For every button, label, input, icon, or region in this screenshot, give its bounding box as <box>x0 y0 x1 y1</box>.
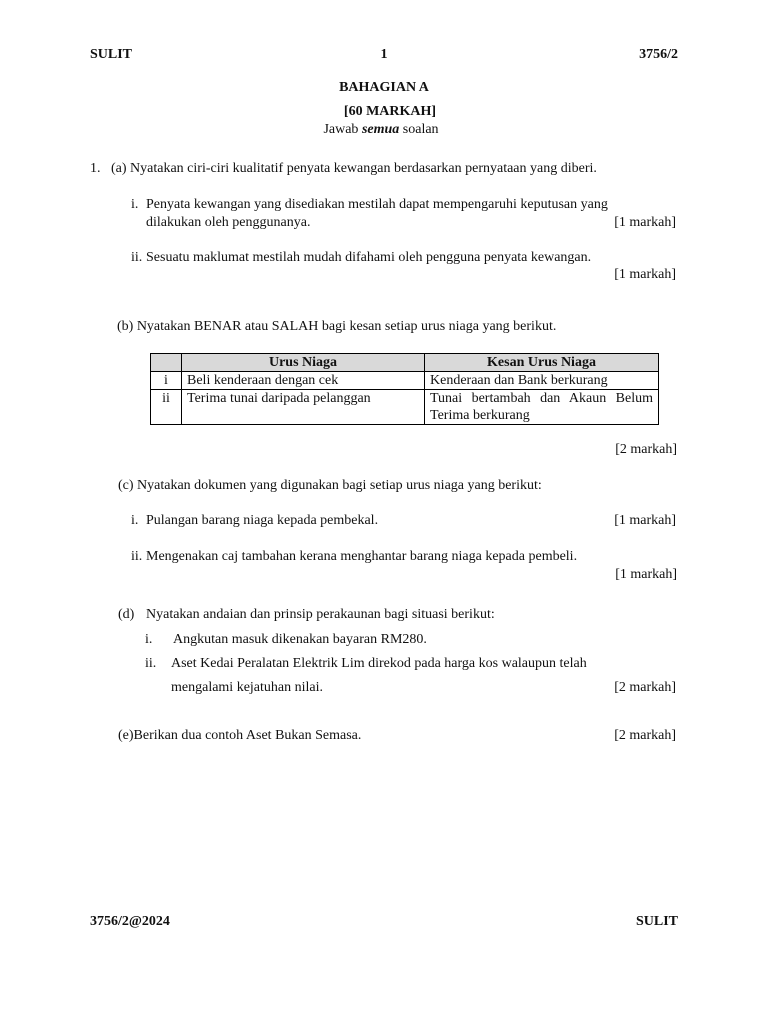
footer-classification: SULIT <box>635 914 678 929</box>
item-number: i. <box>145 632 153 647</box>
item-text: dilakukan oleh penggunanya. <box>146 215 311 230</box>
transaction-table <box>150 353 659 425</box>
footer-paper-code: 3756/2@2024 <box>90 914 170 929</box>
table-header: Urus Niaga <box>182 354 425 372</box>
marks-label: [2 markah] <box>615 442 677 457</box>
table-cell: Tunai bertambah dan Akaun Belum Terima berkurang <box>425 390 659 425</box>
item-text: Sesuatu maklumat mestilah mudah difahami oleh pengguna penyata kewangan. <box>146 250 592 265</box>
question-1a-text: (a) Nyatakan ciri-ciri kualitatif penyata kewangan berdasarkan pernyataan yang diberi. <box>111 161 597 176</box>
question-1b-text: (b) Nyatakan BENAR atau SALAH bagi kesan setiap urus niaga yang berikut. <box>117 319 557 334</box>
item-text: Angkutan masuk dikenakan bayaran RM280. <box>173 632 427 647</box>
table-header-row <box>151 354 659 372</box>
question-number: 1. <box>90 161 101 176</box>
question-1d-label: (d) <box>118 607 135 622</box>
item-number: ii. <box>145 656 157 671</box>
item-text: Pulangan barang niaga kepada pembekal. <box>146 513 379 528</box>
marks-label: [1 markah] <box>614 267 676 282</box>
item-number: i. <box>131 513 139 528</box>
item-number: ii. <box>131 250 143 265</box>
question-1e-text: (e)Berikan dua contoh Aset Bukan Semasa. <box>118 728 362 743</box>
item-number: i. <box>131 197 139 212</box>
marks-label: [1 markah] <box>614 215 676 230</box>
paper-code: 3756/2 <box>639 47 678 62</box>
header-classification: SULIT <box>90 47 133 62</box>
item-text: Aset Kedai Peralatan Elektrik Lim direkod pada harga kos walaupun telah <box>171 656 587 671</box>
table-cell: ii <box>151 390 182 425</box>
table-row <box>151 390 659 425</box>
page-number: 1 <box>380 47 388 62</box>
item-text: Mengenakan caj tambahan kerana menghantar barang niaga kepada pembeli. <box>146 549 578 564</box>
question-1c-text: (c) Nyatakan dokumen yang digunakan bagi setiap urus niaga yang berikut: <box>118 478 542 493</box>
section-title: BAHAGIAN A <box>339 80 429 95</box>
table-header: Kesan Urus Niaga <box>425 354 659 372</box>
marks-label: [2 markah] <box>614 680 676 695</box>
table-cell: Beli kenderaan dengan cek <box>182 372 425 390</box>
table-header-blank <box>151 354 182 372</box>
table-row <box>151 372 659 390</box>
table-cell: i <box>151 372 182 390</box>
section-instruction: Jawab semua soalan <box>323 122 439 137</box>
marks-label: [1 markah] <box>615 567 677 582</box>
question-1d-text: Nyatakan andaian dan prinsip perakaunan bagi situasi berikut: <box>146 607 495 622</box>
table-cell: Terima tunai daripada pelanggan <box>182 390 425 425</box>
section-marks: [60 MARKAH] <box>343 104 437 119</box>
item-number: ii. <box>131 549 143 564</box>
item-text: mengalami kejatuhan nilai. <box>171 680 324 695</box>
marks-label: [1 markah] <box>614 513 676 528</box>
table-cell: Kenderaan dan Bank berkurang <box>425 372 659 390</box>
marks-label: [2 markah] <box>614 728 676 743</box>
item-text: Penyata kewangan yang disediakan mestilah dapat mempengaruhi keputusan yang <box>146 197 608 212</box>
